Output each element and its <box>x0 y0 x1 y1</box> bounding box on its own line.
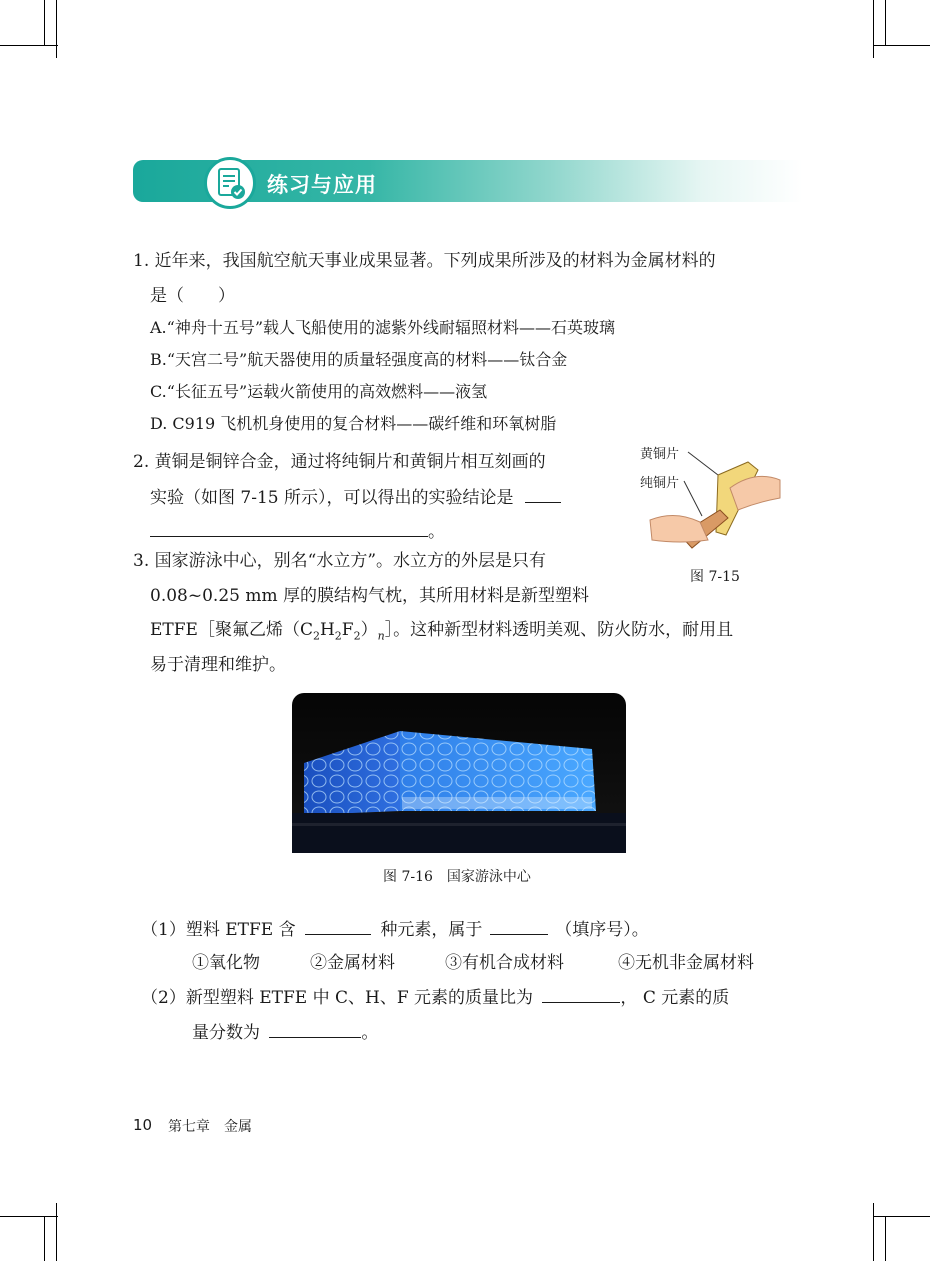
formula-sub-h: 2 <box>334 629 342 643</box>
sub2-text-a: （2）新型塑料 ETFE 中 C、H、F 元素的质量比为 <box>141 988 534 1008</box>
sub2-blank-mass-fraction[interactable] <box>269 1021 361 1038</box>
crop-mark-br-v2 <box>885 1216 886 1261</box>
q3-stem-line1: 3. 国家游泳中心，别名“水立方”。水立方的外层是只有 <box>133 551 547 571</box>
section-title: 练习与应用 <box>267 173 377 197</box>
q1-stem-line2: 是（ ） <box>150 286 235 306</box>
q3-stem-line2: 0.08~0.25 mm 厚的膜结构气枕，其所用材料是新型塑料 <box>150 586 589 606</box>
sub2-text-b: ， C 元素的质 <box>620 988 730 1008</box>
label-copper-strip: 纯铜片 <box>640 476 680 491</box>
crop-mark-br-v <box>873 1203 874 1261</box>
q3-formula-prefix: ETFE［聚氟乙烯（C <box>150 620 313 640</box>
crop-mark-tr-h <box>873 45 930 46</box>
formula-sub-f: 2 <box>353 629 361 643</box>
q3-stem-line3 <box>150 615 733 642</box>
sub1-text-c: （填序号）。 <box>555 920 649 940</box>
sub1-choice-1: ①氧化物 <box>192 953 260 973</box>
sub1-blank-elements[interactable] <box>305 918 371 935</box>
formula-sub-c: 2 <box>312 629 320 643</box>
sub1-line1 <box>141 915 649 940</box>
page-number: 10 <box>133 1116 153 1134</box>
crop-mark-bl-h <box>0 1216 58 1217</box>
sub2-line2-text: 量分数为 <box>192 1023 260 1043</box>
q2-answer-blank-1[interactable] <box>525 486 561 503</box>
formula-close-paren: ） <box>360 620 378 640</box>
sub2-blank-mass-ratio[interactable] <box>542 986 620 1003</box>
sub1-choice-2: ②金属材料 <box>310 953 395 973</box>
sub1-text-b: 种元素，属于 <box>380 920 483 940</box>
crop-mark-tr-v2 <box>885 0 886 45</box>
q1-stem-line1: 1. 近年来，我国航空航天事业成果显著。下列成果所涉及的材料为金属材料的 <box>133 251 716 271</box>
crop-mark-bl-v <box>56 1203 57 1261</box>
q1-option-a: A.“神舟十五号”载人飞船使用的滤紫外线耐辐照材料——石英玻璃 <box>150 318 616 337</box>
crop-mark-tl-v2 <box>44 0 45 45</box>
sub1-text-a: （1）塑料 ETFE 含 <box>141 920 296 940</box>
fig-7-15-caption: 图 7-15 <box>690 569 740 585</box>
sub2-line2 <box>192 1018 378 1043</box>
q3-stem-line4: 易于清理和维护。 <box>150 655 286 675</box>
sub2-line1 <box>141 983 729 1008</box>
q2-stem-line1: 2. 黄铜是铜锌合金，通过将纯铜片和黄铜片相互刻画的 <box>133 452 546 472</box>
water-cube-photo <box>292 693 626 853</box>
q2-answer-blank-2[interactable] <box>150 520 428 537</box>
fig-7-16-caption: 图 7-16 国家游泳中心 <box>383 869 531 885</box>
exercise-badge <box>204 157 256 209</box>
crop-mark-tl-v <box>56 0 57 58</box>
formula-f: F <box>341 620 354 640</box>
worksheet-check-icon <box>207 160 253 206</box>
q2-stem-line2-text: 实验（如图 7-15 所示），可以得出的实验结论是 <box>150 488 514 508</box>
q2-stem-line2 <box>150 483 561 508</box>
formula-sub-n: n <box>377 629 385 643</box>
formula-h: H <box>319 620 335 640</box>
sub2-line2-end: 。 <box>361 1023 379 1043</box>
q2-end-punct: 。 <box>428 522 445 542</box>
q1-option-d: D. C919 飞机机身使用的复合材料——碳纤维和环氧树脂 <box>150 414 557 433</box>
chapter-title: 第七章 金属 <box>168 1119 252 1135</box>
sub1-blank-category[interactable] <box>490 918 548 935</box>
fig-7-15-illustration <box>630 440 790 560</box>
q2-stem-line3 <box>150 517 445 542</box>
crop-mark-bl-v2 <box>44 1216 45 1261</box>
crop-mark-tl-h <box>0 45 58 46</box>
label-brass-strip: 黄铜片 <box>640 447 680 462</box>
crop-mark-br-h <box>873 1216 930 1217</box>
q1-option-b: B.“天宫二号”航天器使用的质量轻强度高的材料——钛合金 <box>150 350 568 369</box>
sub1-choice-3: ③有机合成材料 <box>445 953 564 973</box>
q1-option-c: C.“长征五号”运载火箭使用的高效燃料——液氢 <box>150 382 488 401</box>
sub1-choice-4: ④无机非金属材料 <box>618 953 754 973</box>
q3-formula-suffix: ］。这种新型材料透明美观、防火防水，耐用且 <box>384 620 734 640</box>
crop-mark-tr-v <box>873 0 874 58</box>
